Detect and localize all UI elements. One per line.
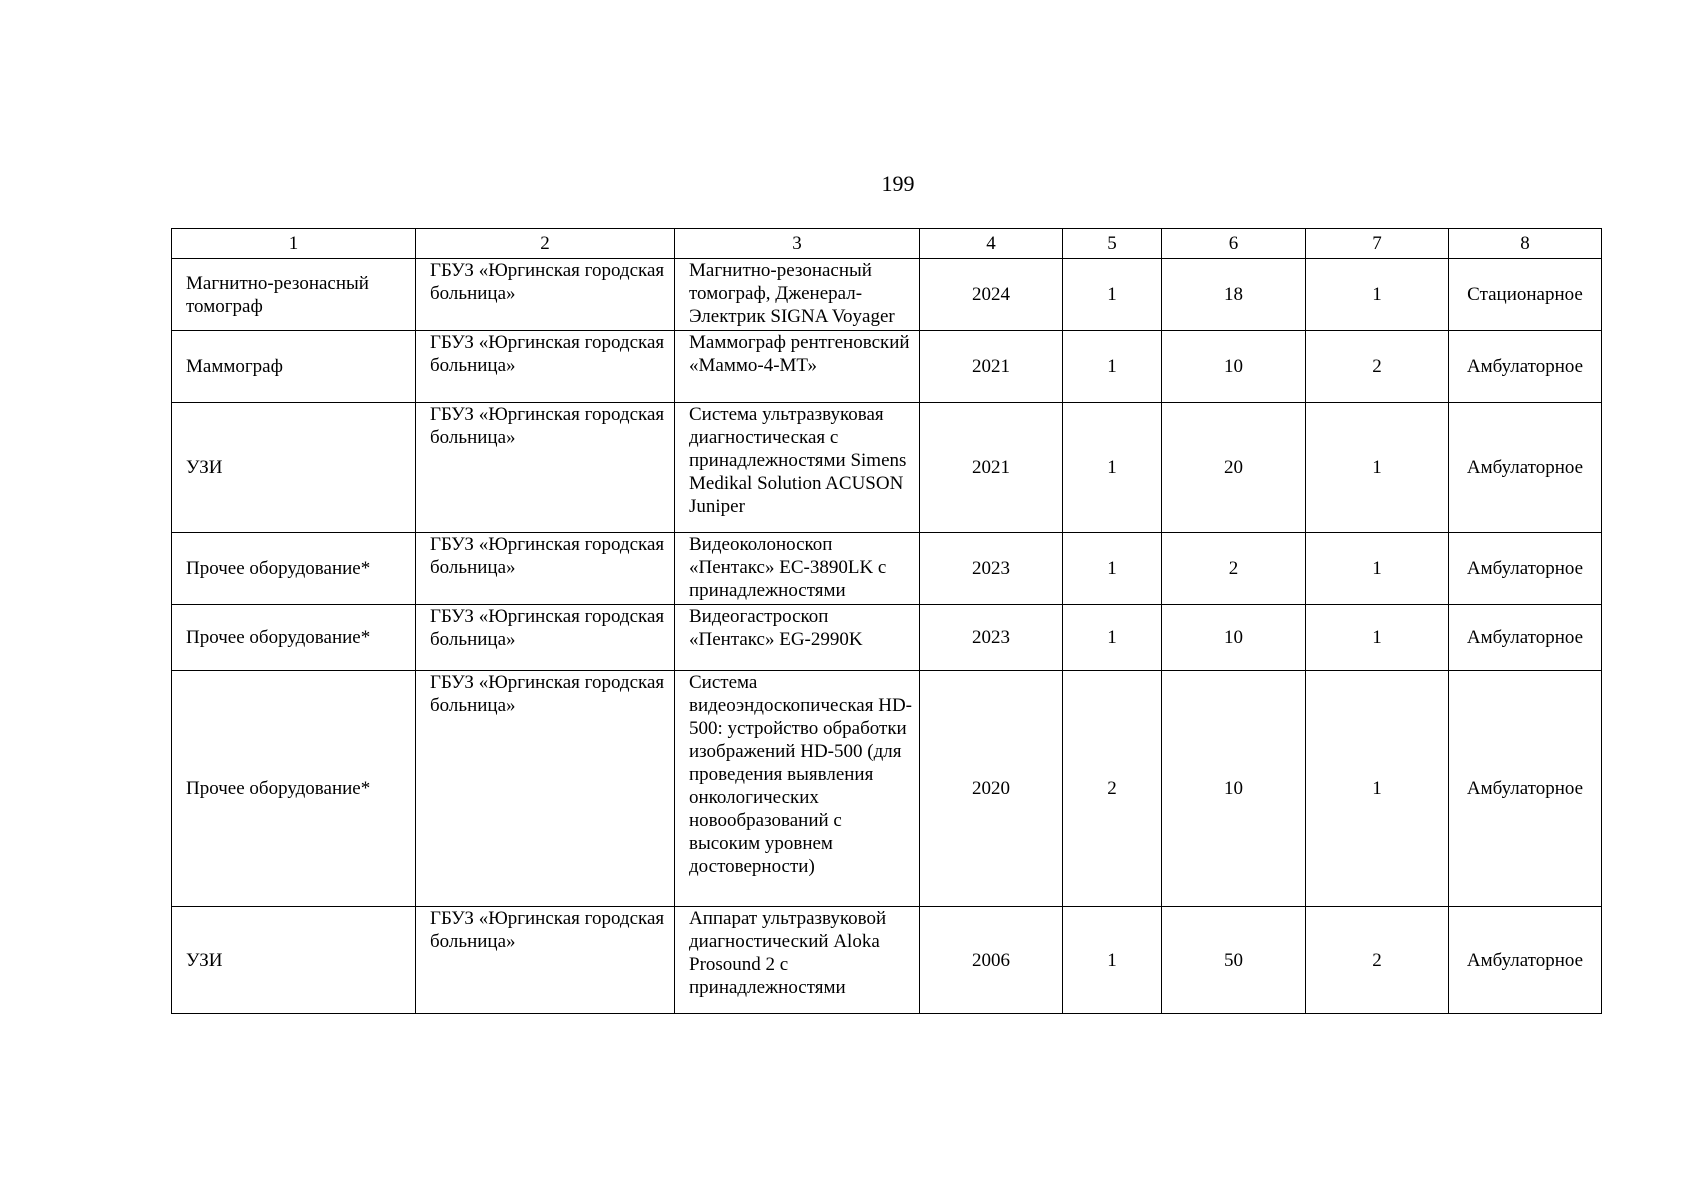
column-7-cell: 1 [1306,671,1449,907]
equipment-type-cell: Маммограф [172,331,416,403]
column-7-cell: 1 [1306,259,1449,331]
header-cell: 1 [172,229,416,259]
model-cell: Система ультразвуковая диагностическая с принадлежностями Simens Medikal Solution ACUSON Juniper [675,403,920,533]
table-row [172,605,1602,671]
quantity-cell: 1 [1063,403,1162,533]
column-6-cell: 20 [1162,403,1306,533]
column-7-cell: 2 [1306,331,1449,403]
equipment-type-cell: Прочее оборудование* [172,605,416,671]
column-6-cell: 10 [1162,331,1306,403]
table-row [172,403,1602,533]
header-cell: 8 [1449,229,1602,259]
table-row [172,671,1602,907]
organization-cell: ГБУЗ «Юргинская городская больница» [416,605,675,671]
quantity-cell: 1 [1063,605,1162,671]
column-7-cell: 1 [1306,533,1449,605]
organization-cell: ГБУЗ «Юргинская городская больница» [416,671,675,907]
organization-cell: ГБУЗ «Юргинская городская больница» [416,259,675,331]
model-cell: Видеоколоноскоп «Пентакс» EC-3890LK с принадлежностями [675,533,920,605]
organization-cell: ГБУЗ «Юргинская городская больница» [416,331,675,403]
year-cell: 2021 [920,331,1063,403]
equipment-type-cell: УЗИ [172,403,416,533]
care-mode-cell: Амбулаторное [1449,403,1602,533]
column-6-cell: 50 [1162,907,1306,1014]
care-mode-cell: Амбулаторное [1449,907,1602,1014]
equipment-table [171,228,1602,1014]
quantity-cell: 1 [1063,533,1162,605]
column-6-cell: 10 [1162,671,1306,907]
year-cell: 2023 [920,605,1063,671]
year-cell: 2023 [920,533,1063,605]
model-cell: Видеогастроскоп «Пентакс» EG-2990K [675,605,920,671]
quantity-cell: 2 [1063,671,1162,907]
header-cell: 6 [1162,229,1306,259]
table-row [172,331,1602,403]
quantity-cell: 1 [1063,907,1162,1014]
column-7-cell: 1 [1306,403,1449,533]
model-cell: Магнитно-резонасный томограф, Дженерал-Электрик SIGNA Voyager [675,259,920,331]
organization-cell: ГБУЗ «Юргинская городская больница» [416,533,675,605]
column-6-cell: 2 [1162,533,1306,605]
quantity-cell: 1 [1063,331,1162,403]
care-mode-cell: Амбулаторное [1449,671,1602,907]
quantity-cell: 1 [1063,259,1162,331]
header-cell: 4 [920,229,1063,259]
care-mode-cell: Амбулаторное [1449,605,1602,671]
care-mode-cell: Стационарное [1449,259,1602,331]
organization-cell: ГБУЗ «Юргинская городская больница» [416,907,675,1014]
equipment-type-cell: Прочее оборудование* [172,533,416,605]
column-6-cell: 10 [1162,605,1306,671]
model-cell: Маммограф рентгеновский «Маммо-4-МТ» [675,331,920,403]
organization-cell: ГБУЗ «Юргинская городская больница» [416,403,675,533]
care-mode-cell: Амбулаторное [1449,533,1602,605]
header-cell: 5 [1063,229,1162,259]
page-number: 199 [881,171,915,196]
header-cell: 3 [675,229,920,259]
care-mode-cell: Амбулаторное [1449,331,1602,403]
header-cell: 2 [416,229,675,259]
equipment-type-cell: Магнитно-резонасный томограф [172,259,416,331]
table-row [172,907,1602,1014]
equipment-type-cell: УЗИ [172,907,416,1014]
column-7-cell: 2 [1306,907,1449,1014]
header-cell: 7 [1306,229,1449,259]
equipment-type-cell: Прочее оборудование* [172,671,416,907]
column-6-cell: 18 [1162,259,1306,331]
table-header-row [172,229,1602,259]
year-cell: 2006 [920,907,1063,1014]
year-cell: 2024 [920,259,1063,331]
model-cell: Аппарат ультразвуковой диагностический Aloka Prosound 2 с принадлежностями [675,907,920,1014]
table-row [172,259,1602,331]
column-7-cell: 1 [1306,605,1449,671]
model-cell: Система видеоэндоскопическая HD-500: устройство обработки изображений HD-500 (для проведения выявления онкологических новообразований с высоким уровнем достоверности) [675,671,920,907]
year-cell: 2021 [920,403,1063,533]
table-row [172,533,1602,605]
year-cell: 2020 [920,671,1063,907]
